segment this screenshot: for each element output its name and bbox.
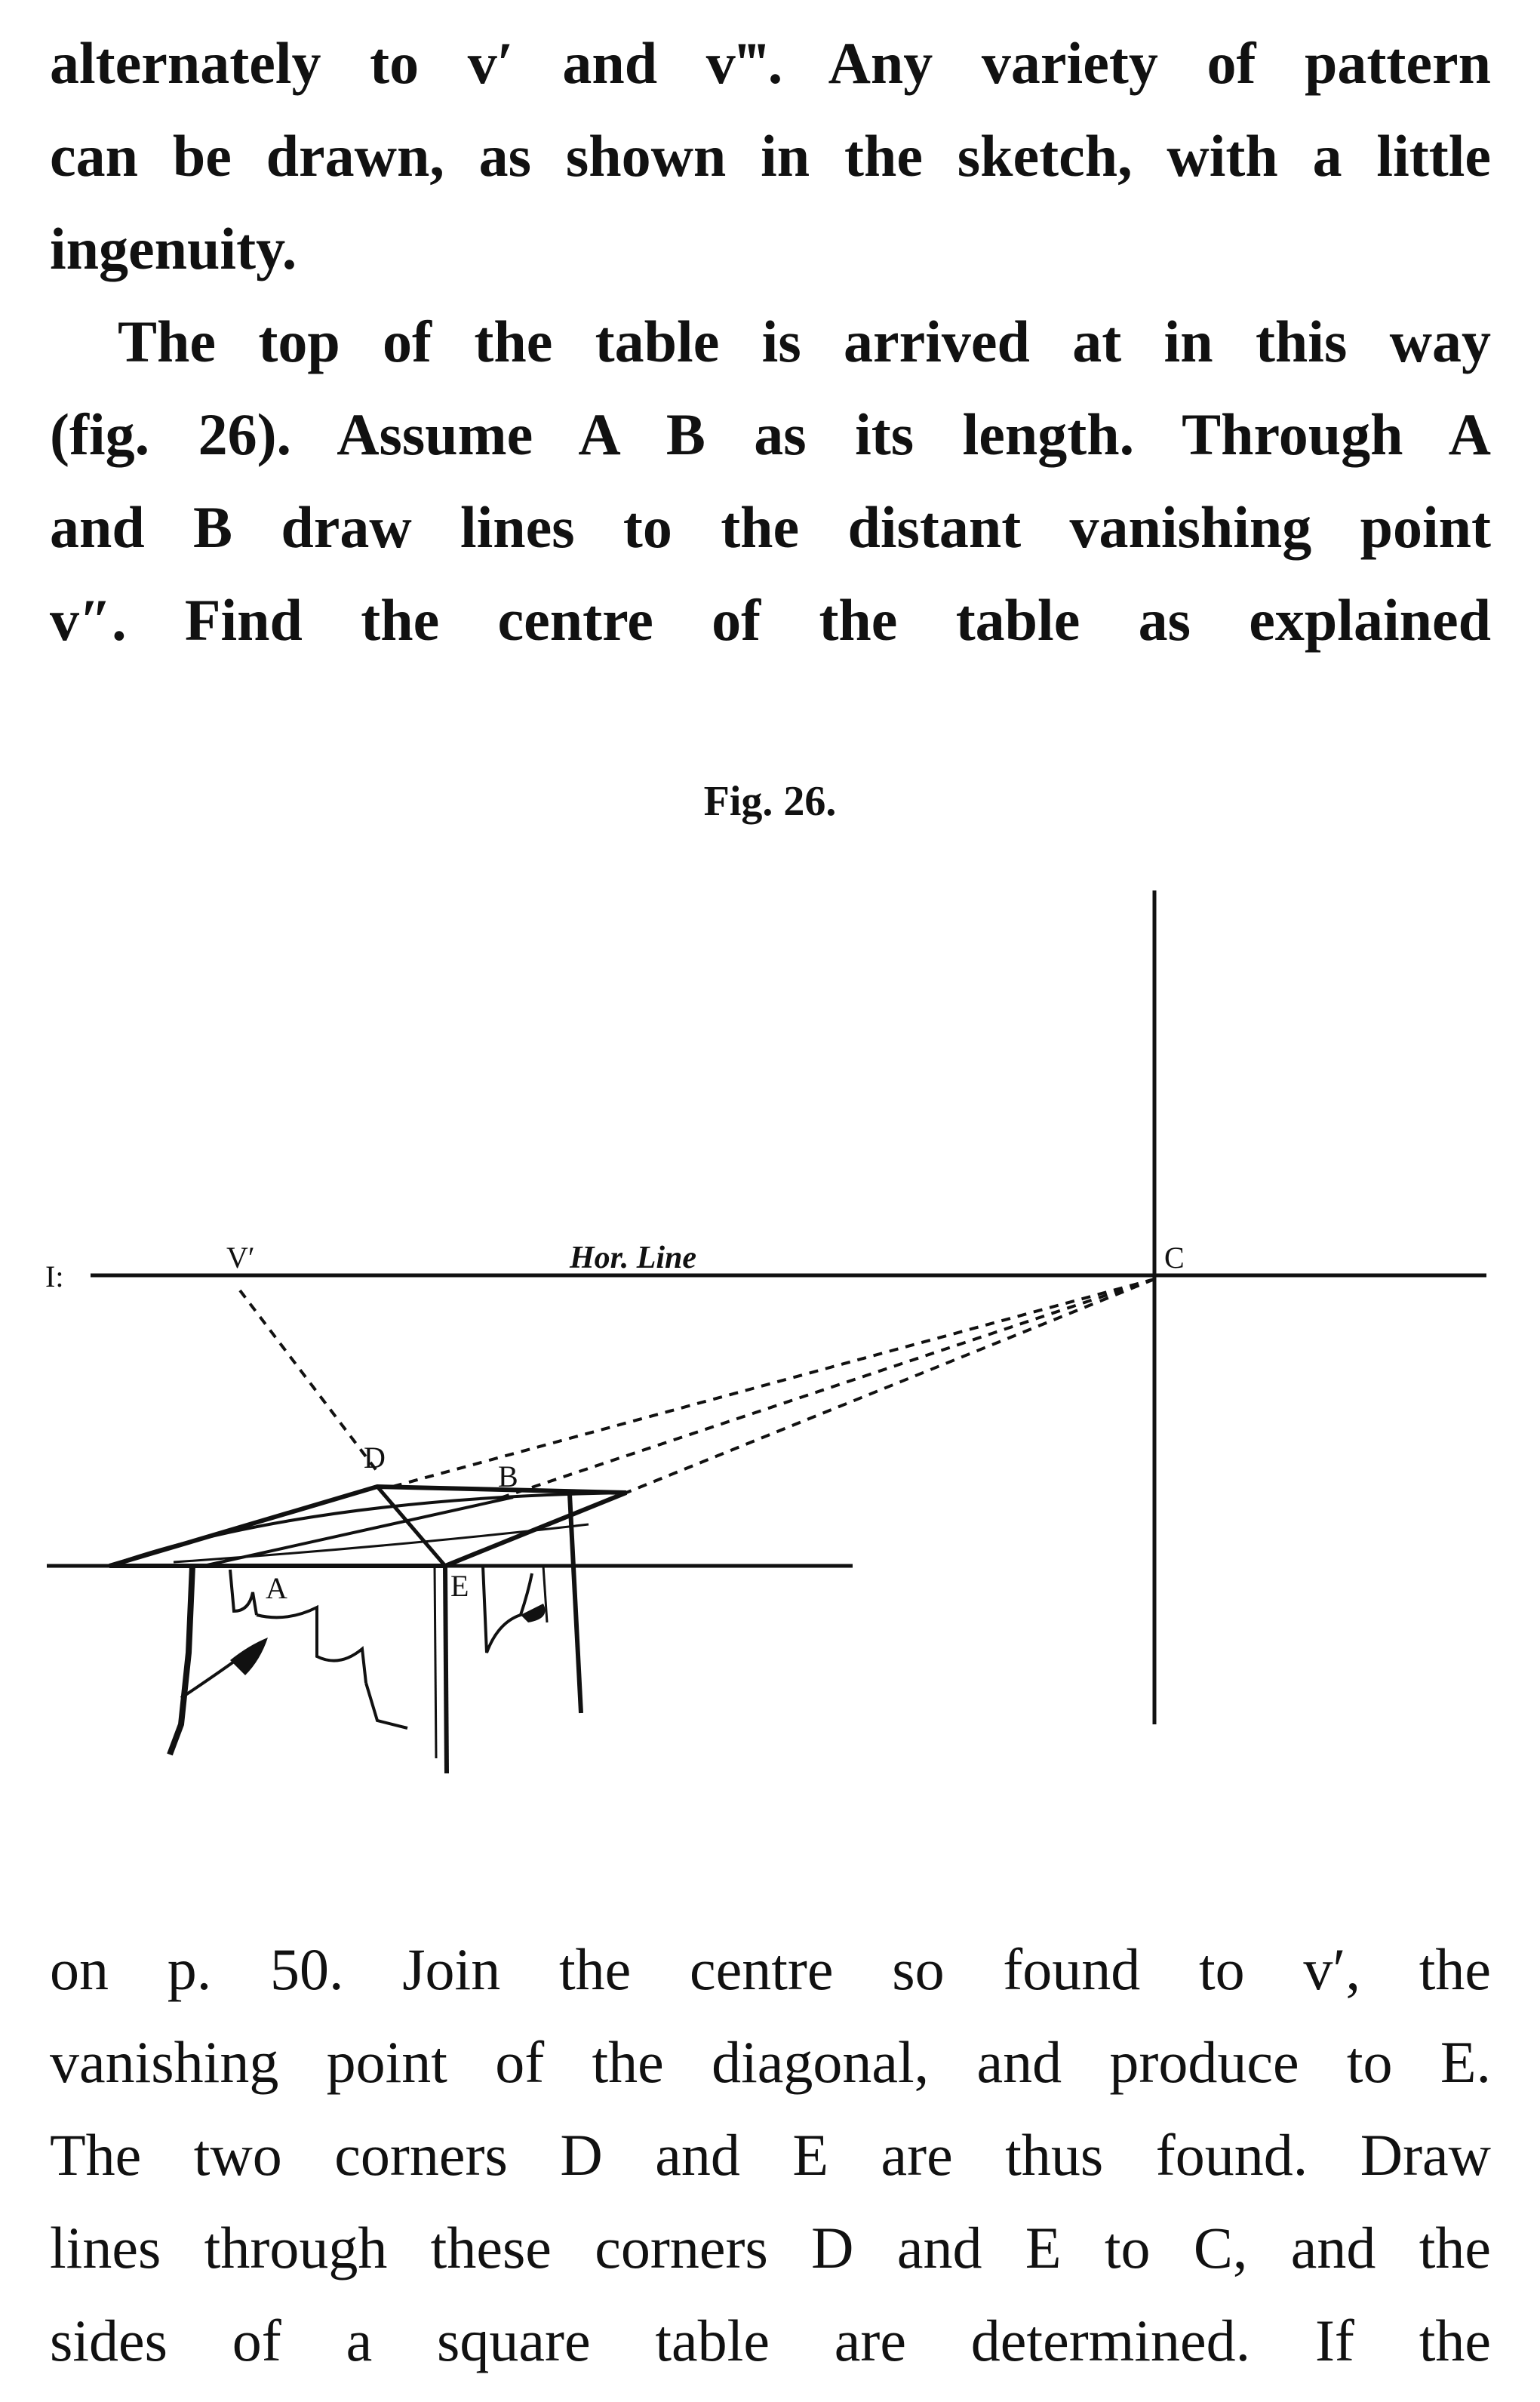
d-label: D	[364, 1441, 386, 1475]
a-label: A	[266, 1571, 287, 1605]
text-line: alternately to v′ and v‴. Any variety of pattern	[50, 30, 1491, 96]
text-line: The top of the table is arrived at in this way	[118, 309, 1491, 374]
dashed-line-mid-to-c	[498, 1279, 1154, 1499]
cloth-edge-right	[483, 1566, 532, 1653]
text-line: ingenuity.	[50, 216, 297, 281]
dashed-line-d-to-c	[392, 1279, 1154, 1487]
text-line: (fig. 26). Assume A B as its length. Through A	[50, 401, 1491, 467]
c-label: C	[1164, 1241, 1185, 1275]
cloth-edge	[230, 1570, 257, 1615]
hor-line-label: Hor. Line	[570, 1241, 697, 1275]
perspective-figure	[0, 868, 1540, 1819]
text-line: v″. Find the centre of the table as explained	[50, 587, 1491, 653]
text-line: can be drawn, as shown in the sketch, with a little	[50, 123, 1491, 189]
table-leg-front	[445, 1566, 447, 1773]
e-label: E	[450, 1569, 469, 1603]
v-prime-label: V′	[226, 1241, 255, 1275]
table-leg-left	[170, 1566, 192, 1755]
text-line: vanishing point of the diagonal, and produce to E.	[50, 2029, 1491, 2095]
table-leg-front-shade	[435, 1566, 436, 1758]
cloth-edge-2	[257, 1607, 366, 1683]
table-top	[109, 1487, 626, 1566]
diagonal-dashed-line	[240, 1290, 377, 1472]
text-line: The two corners D and E are thus found. Draw	[50, 2122, 1491, 2188]
left-mark-label: I:	[45, 1259, 64, 1293]
top-paragraphs	[50, 17, 1491, 666]
figure-caption: Fig. 26.	[703, 778, 837, 825]
bottom-paragraphs	[50, 1923, 1491, 2387]
b-label: B	[498, 1459, 518, 1493]
dashed-line-b-to-c	[626, 1279, 1154, 1493]
text-line: and B draw lines to the distant vanishing point	[50, 494, 1491, 560]
text-line: sides of a square table are determined. If the	[50, 2308, 1491, 2373]
cloth-edge-3	[366, 1683, 407, 1728]
text-line: on p. 50. Join the centre so found to v′, the	[50, 1936, 1491, 2002]
text-line: lines through these corners D and E to C, and the	[50, 2215, 1491, 2281]
cloth-shadow	[230, 1638, 268, 1675]
